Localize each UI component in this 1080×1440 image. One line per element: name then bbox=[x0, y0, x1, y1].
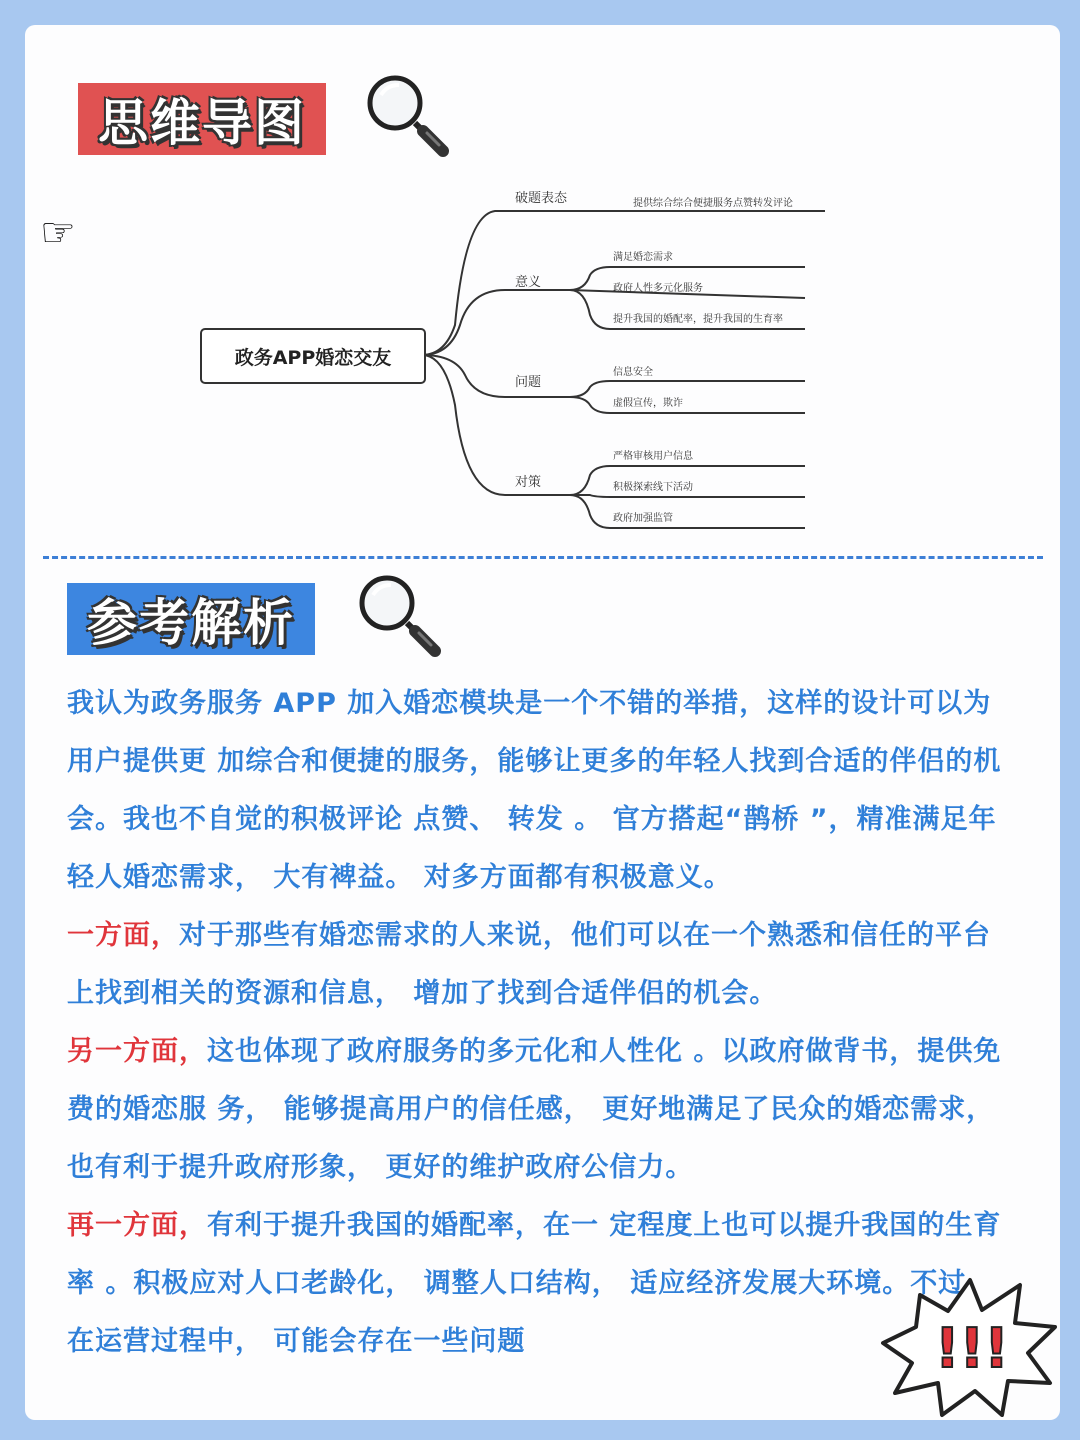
mindmap-leaf: 政府加强监管 bbox=[613, 513, 673, 524]
analysis-paragraph-4 bbox=[67, 1197, 1017, 1371]
mindmap-leaf: 积极探索线下活动 bbox=[613, 482, 693, 493]
mindmap-leaf: 虚假宣传，欺诈 bbox=[613, 398, 683, 409]
exclamation-burst-icon bbox=[880, 1275, 1060, 1420]
analysis-paragraph-3 bbox=[67, 1023, 1017, 1197]
mindmap-branch: 破题表态 bbox=[515, 191, 568, 206]
paragraph-lead: 一方面， bbox=[67, 920, 179, 951]
paragraph-body: 这也体现了政府服务的多元化和人性化 。以政府做背书，提供免费的婚恋服 务， 能够提高用户的信任感， 更好地满足了民众的婚恋需求，也有利于提升政府形象， 更好的维护政府公信力。 bbox=[67, 1036, 1002, 1183]
mindmap-leaf: 信息安全 bbox=[613, 367, 653, 378]
pointing-hand-icon: ☞ bbox=[40, 210, 76, 256]
mindmap-leaf: 提升我国的婚配率，提升我国的生育率 bbox=[613, 314, 783, 325]
mindmap-branch: 意义 bbox=[515, 275, 542, 290]
mindmap-leaf: 政府人性多元化服务 bbox=[613, 283, 703, 294]
paragraph-body: 有利于提升我国的婚配率，在一 定程度上也可以提升我国的生育率 。积极应对人口老龄化， 调整人口结构， 适应经济发展大环境。不过， 在运营过程中， 可能会存在一些问题 bbox=[67, 1210, 1002, 1357]
paragraph-lead: 再一方面， bbox=[67, 1210, 207, 1241]
mindmap-connectors bbox=[25, 25, 1060, 555]
mindmap-title-badge: 思维导图 bbox=[78, 83, 326, 155]
mindmap-root-node: 政务APP婚恋交友 bbox=[200, 328, 426, 384]
analysis-title-badge: 参考解析 bbox=[67, 583, 315, 655]
paragraph-lead: 另一方面， bbox=[67, 1036, 207, 1067]
mindmap-leaf: 提供综合综合便捷服务点赞转发评论 bbox=[633, 198, 793, 209]
mindmap-branch: 问题 bbox=[515, 375, 542, 390]
mindmap-leaf: 严格审核用户信息 bbox=[613, 451, 693, 462]
analysis-paragraph-1: 我认为政务服务 APP 加入婚恋模块是一个不错的举措，这样的设计可以为用户提供更 加综合和便捷的服务，能够让更多的年轻人找到合适的伴侣的机会。我也不自觉的积极评论 点赞、 转发 。 官方搭起“鹊桥 ”，精准满足年轻人婚恋需求， 大有裨益。 对多方面都有积极意义。 bbox=[67, 688, 1002, 893]
burst-text: !!! bbox=[935, 1317, 1009, 1380]
analysis-paragraph-2 bbox=[67, 907, 1017, 1023]
mindmap-leaf: 满足婚恋需求 bbox=[613, 252, 673, 263]
dashed-divider bbox=[43, 556, 1043, 559]
paragraph-body: 对于那些有婚恋需求的人来说，他们可以在一个熟悉和信任的平台上找到相关的资源和信息， 增加了找到合适伴侣的机会。 bbox=[67, 920, 991, 1009]
magnifier-icon bbox=[355, 573, 455, 663]
content-card bbox=[25, 25, 1060, 1420]
mindmap-branch: 对策 bbox=[515, 475, 542, 490]
